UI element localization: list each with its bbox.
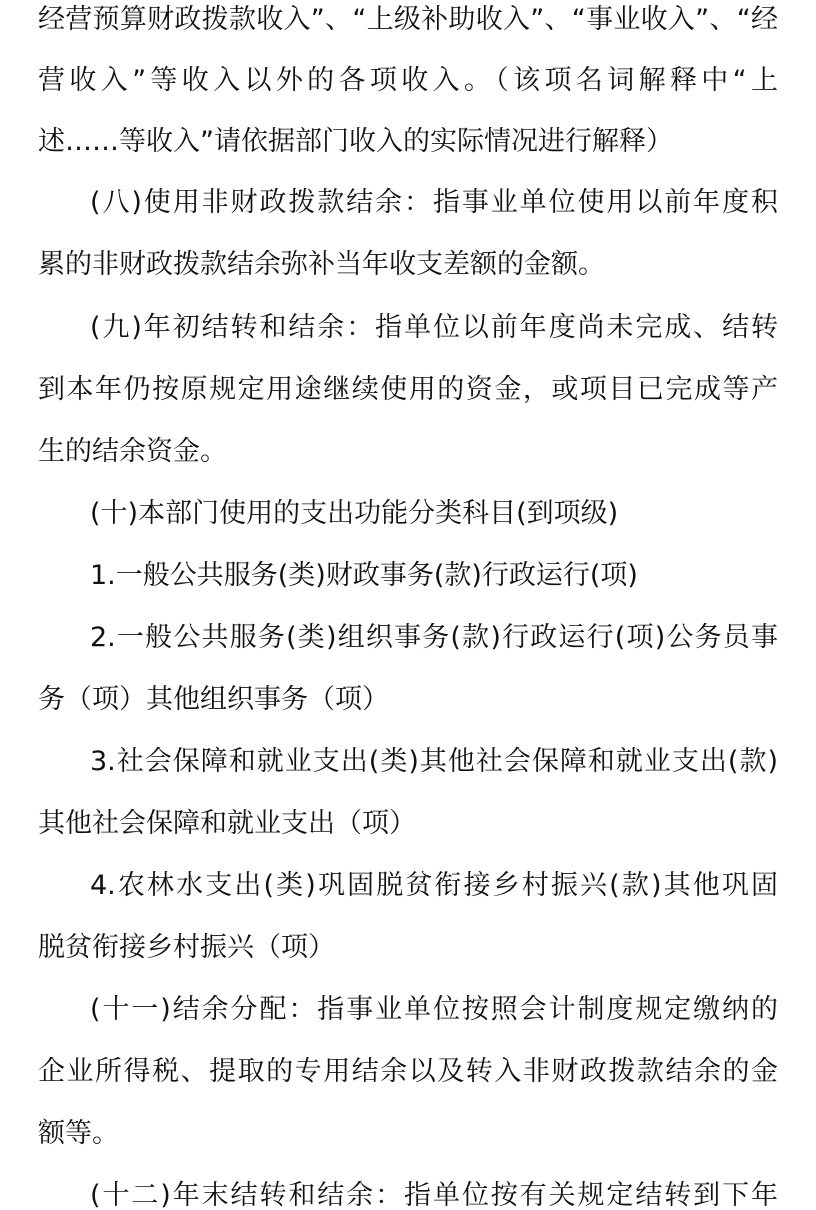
text-line: 到本年仍按原规定用途继续使用的资金，或项目已完成等产 [38, 374, 778, 405]
text-line: 脱贫衔接乡村振兴（项） [38, 932, 335, 963]
text-line: 其他社会保障和就业支出（项） [38, 808, 416, 839]
section-heading: (十)本部门使用的支出功能分类科目(到项级) [90, 498, 619, 529]
text-line: 营收入”等收入以外的各项收入。（该项名词解释中“上 [38, 65, 778, 96]
text-line: 述……等收入”请依据部门收入的实际情况进行解释） [38, 126, 673, 157]
paragraph-first-line: (十二)年末结转和结余：指单位按有关规定结转到下年 [90, 1180, 778, 1210]
list-item: 1.一般公共服务(类)财政事务(款)行政运行(项) [90, 560, 638, 591]
list-item: 2.一般公共服务(类)组织事务(款)行政运行(项)公务员事 [90, 622, 778, 653]
paragraph-first-line: (九)年初结转和结余：指单位以前年度尚未完成、结转 [90, 312, 778, 343]
text-line: 累的非财政拨款结余弥补当年收支差额的金额。 [38, 249, 605, 280]
list-item: 3.社会保障和就业支出(类)其他社会保障和就业支出(款) [90, 746, 778, 777]
text-line: 生的结余资金。 [38, 436, 227, 467]
text-line: 务（项）其他组织事务（项） [38, 684, 389, 715]
text-line: 额等。 [38, 1118, 119, 1149]
text-line: 企业所得税、提取的专用结余以及转入非财政拨款结余的金 [38, 1056, 778, 1087]
paragraph-first-line: (十一)结余分配：指事业单位按照会计制度规定缴纳的 [90, 994, 778, 1025]
list-item: 4.农林水支出(类)巩固脱贫衔接乡村振兴(款)其他巩固 [90, 870, 778, 901]
paragraph-first-line: (八)使用非财政拨款结余：指事业单位使用以前年度积 [90, 187, 778, 218]
text-line: 经营预算财政拨款收入”、“上级补助收入”、“事业收入”、“经 [38, 4, 778, 35]
